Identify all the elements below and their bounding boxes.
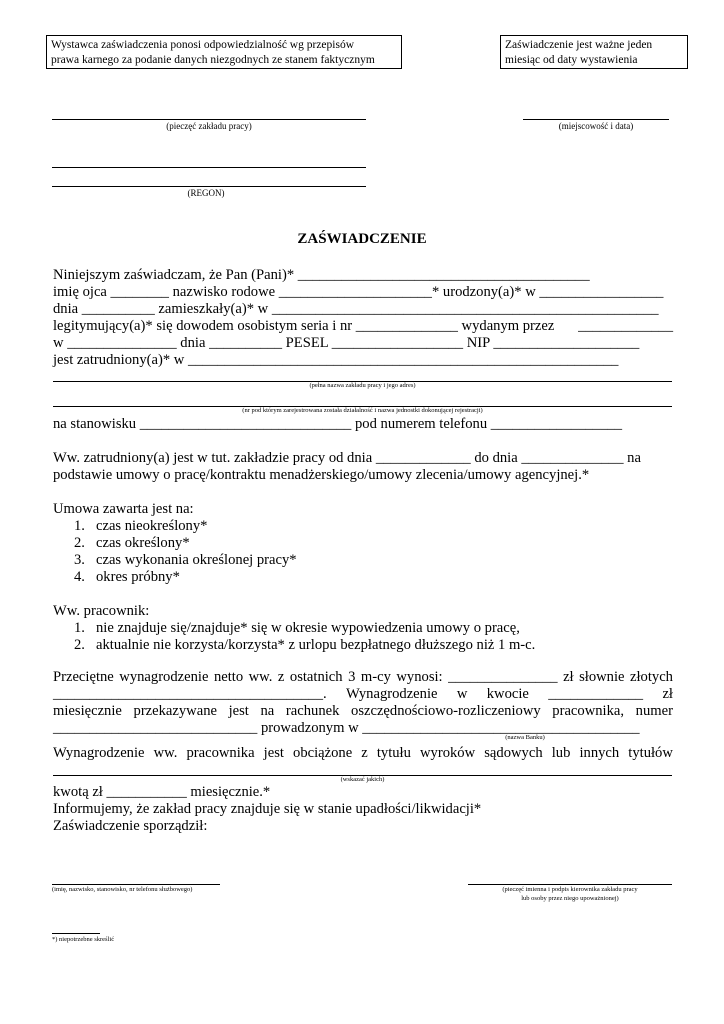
page-title: ZAŚWIADCZENIE <box>297 231 427 247</box>
salary-line-3 <box>53 703 673 720</box>
form-line-pesel[interactable]: w _______________ dnia __________ PESEL __________________ NIP ____________________ <box>53 335 640 351</box>
salary-word: Wynagrodzenie <box>345 686 438 702</box>
salary-line-1[interactable] <box>53 669 673 686</box>
contract-item-number: 2. <box>74 535 85 551</box>
preparer-signature-line[interactable] <box>52 884 220 885</box>
worker-item-number: 1. <box>74 620 85 636</box>
worker-item-number: 2. <box>74 637 85 653</box>
validity-notice-line2: miesiąc od daty wystawienia <box>505 54 638 66</box>
salary-word: Wynagrodzenie <box>53 745 145 761</box>
regon-line-2[interactable] <box>52 186 366 187</box>
salary-words-field[interactable]: _____________________________________. <box>53 686 327 702</box>
worker-item-label: aktualnie nie korzysta/korzysta* z urlopu bezpłatnego dłuższego niż 1 m-c. <box>96 637 536 653</box>
salary-word: lub <box>551 745 571 761</box>
salary-word: miesięcznie <box>53 703 122 719</box>
salary-word: tytułu <box>376 745 411 761</box>
form-line-address[interactable]: dnia __________ zamieszkały(a)* w _____________________________________________________ <box>53 301 659 317</box>
salary-word: złotych <box>630 669 673 685</box>
validity-notice-line1: Zaświadczenie jest ważne jeden <box>505 39 653 51</box>
salary-word: innych <box>579 745 620 761</box>
salary-word: ostatnich <box>289 669 343 685</box>
form-line-id[interactable] <box>53 318 673 335</box>
prepared-by-label: Zaświadczenie sporządził: <box>53 818 208 834</box>
form-line-id-issuer[interactable]: _____________ <box>578 318 673 334</box>
form-line-id-text: legitymujący(a)* się dowodem osobistym seria i nr ______________ wydanym przez <box>53 318 555 334</box>
worker-item[interactable] <box>74 637 535 654</box>
stamp-caption: (pieczęć zakładu pracy) <box>166 121 252 131</box>
contract-item-number: 1. <box>74 518 85 534</box>
salary-word: ww. <box>248 669 273 685</box>
footnote-divider <box>52 933 100 934</box>
salary-net-field[interactable]: _______________ <box>448 669 558 685</box>
place-date-line[interactable] <box>523 119 669 120</box>
salary-word: z <box>277 669 285 685</box>
worker-item-label: nie znajduje się/znajduje* się w okresie wypowiedzenia umowy o pracę, <box>96 620 520 636</box>
bankruptcy-line: Informujemy, że zakład pracy znajduje się w stanie upadłości/likwidacji* <box>53 801 482 817</box>
salary-word: słownie <box>579 669 625 685</box>
salary-word: pracownika <box>186 745 255 761</box>
salary-word: m-cy <box>360 669 391 685</box>
contract-item-label: czas nieokreślony* <box>96 518 208 534</box>
contract-item-number: 3. <box>74 552 85 568</box>
contract-item-number: 4. <box>74 569 85 585</box>
salary-word: numer <box>635 703 673 719</box>
employment-line-1[interactable]: Ww. zatrudniony(a) jest w tut. zakładzie pracy od dnia _____________ do dnia ______________ na <box>53 450 641 466</box>
contract-item[interactable] <box>74 535 190 552</box>
bank-name-caption: (nazwa Banku) <box>505 734 545 741</box>
contract-heading: Umowa zawarta jest na: <box>53 501 194 517</box>
salary-line-5 <box>53 745 673 762</box>
worker-heading: Ww. pracownik: <box>53 603 150 619</box>
manager-signature-caption-2: lub osoby przez niego upoważnionej) <box>521 895 619 902</box>
liability-notice-box <box>46 35 402 69</box>
employer-address-caption: (pełna nazwa zakładu pracy i jego adres) <box>309 382 416 389</box>
salary-word: wynosi: <box>396 669 443 685</box>
salary-word: na <box>260 703 275 719</box>
salary-word: pracownika, <box>552 703 625 719</box>
preparer-signature-caption: (imię, nazwisko, stanowisko, nr telefonu służbowego) <box>52 886 193 893</box>
salary-word: jest <box>228 703 249 719</box>
salary-word: kwocie <box>486 686 529 702</box>
manager-signature-caption-1: (pieczęć imienna i podpis kierownika zakładu pracy <box>502 886 638 893</box>
worker-item[interactable] <box>74 620 520 637</box>
form-line-employer[interactable]: jest zatrudniony(a)* w ___________________________________________________________ <box>53 352 619 368</box>
salary-word: zł <box>662 686 673 702</box>
salary-word: jest <box>263 745 284 761</box>
salary-word: zł <box>563 669 574 685</box>
salary-word: oszczędnościowo-rozliczeniowy <box>351 703 541 719</box>
validity-notice-box <box>500 35 688 69</box>
liability-notice-line2: prawa karnego za podanie danych niezgodnych ze stanem faktycznym <box>51 54 375 66</box>
salary-word: 3 <box>348 669 356 685</box>
salary-word: w <box>456 686 468 702</box>
liability-notice-line1: Wystawca zaświadczenia ponosi odpowiedzialność wg przepisów <box>51 39 354 51</box>
regon-caption: (REGON) <box>187 188 225 198</box>
contract-item-label: czas określony* <box>96 535 190 551</box>
salary-word: przekazywane <box>133 703 217 719</box>
salary-word: wynagrodzenie <box>119 669 209 685</box>
form-line-father[interactable]: imię ojca ________ nazwisko rodowe _____________________* urodzony(a)* w _________________ <box>53 284 664 300</box>
regon-line-1[interactable] <box>52 167 366 168</box>
salary-amount-field[interactable]: _____________ <box>548 686 644 702</box>
register-caption: (nr pod którym zarejestrowana została działalność i nazwa jednostki dokonującej rejestracji) <box>242 407 483 414</box>
deduction-amount-line[interactable]: kwotą zł ___________ miesięcznie.* <box>53 784 271 800</box>
salary-bank-line[interactable]: ____________________________ prowadzonym w ______________________________________ <box>53 720 640 736</box>
contract-item-label: okres próbny* <box>96 569 180 585</box>
footnote: *) niepotrzebne skreślić <box>52 936 115 943</box>
contract-item[interactable] <box>74 552 297 569</box>
salary-word: Przeciętne <box>53 669 114 685</box>
form-line-position[interactable]: na stanowisku _____________________________ pod numerem telefonu __________________ <box>53 416 623 432</box>
salary-word: obciążone <box>293 745 353 761</box>
salary-word: rachunek <box>285 703 340 719</box>
salary-word: tytułów <box>628 745 673 761</box>
contract-item[interactable] <box>74 518 207 535</box>
salary-line-2[interactable] <box>53 686 673 703</box>
salary-word: wyroków <box>420 745 476 761</box>
deduction-reason-caption: (wskazać jakich) <box>340 776 385 783</box>
salary-word: ww. <box>153 745 178 761</box>
manager-signature-line[interactable] <box>468 884 672 885</box>
place-date-caption: (miejscowość i data) <box>558 121 634 131</box>
contract-item[interactable] <box>74 569 180 586</box>
salary-word: sądowych <box>484 745 543 761</box>
form-line-name[interactable]: Niniejszym zaświadczam, że Pan (Pani)* ________________________________________ <box>53 267 590 283</box>
employment-line-2: podstawie umowy o pracę/kontraktu menadżerskiego/umowy zlecenia/umowy agencyjnej.* <box>53 467 590 483</box>
stamp-line[interactable] <box>52 119 366 120</box>
contract-item-label: czas wykonania określonej pracy* <box>96 552 297 568</box>
salary-word: z <box>361 745 368 761</box>
salary-word: netto <box>213 669 244 685</box>
